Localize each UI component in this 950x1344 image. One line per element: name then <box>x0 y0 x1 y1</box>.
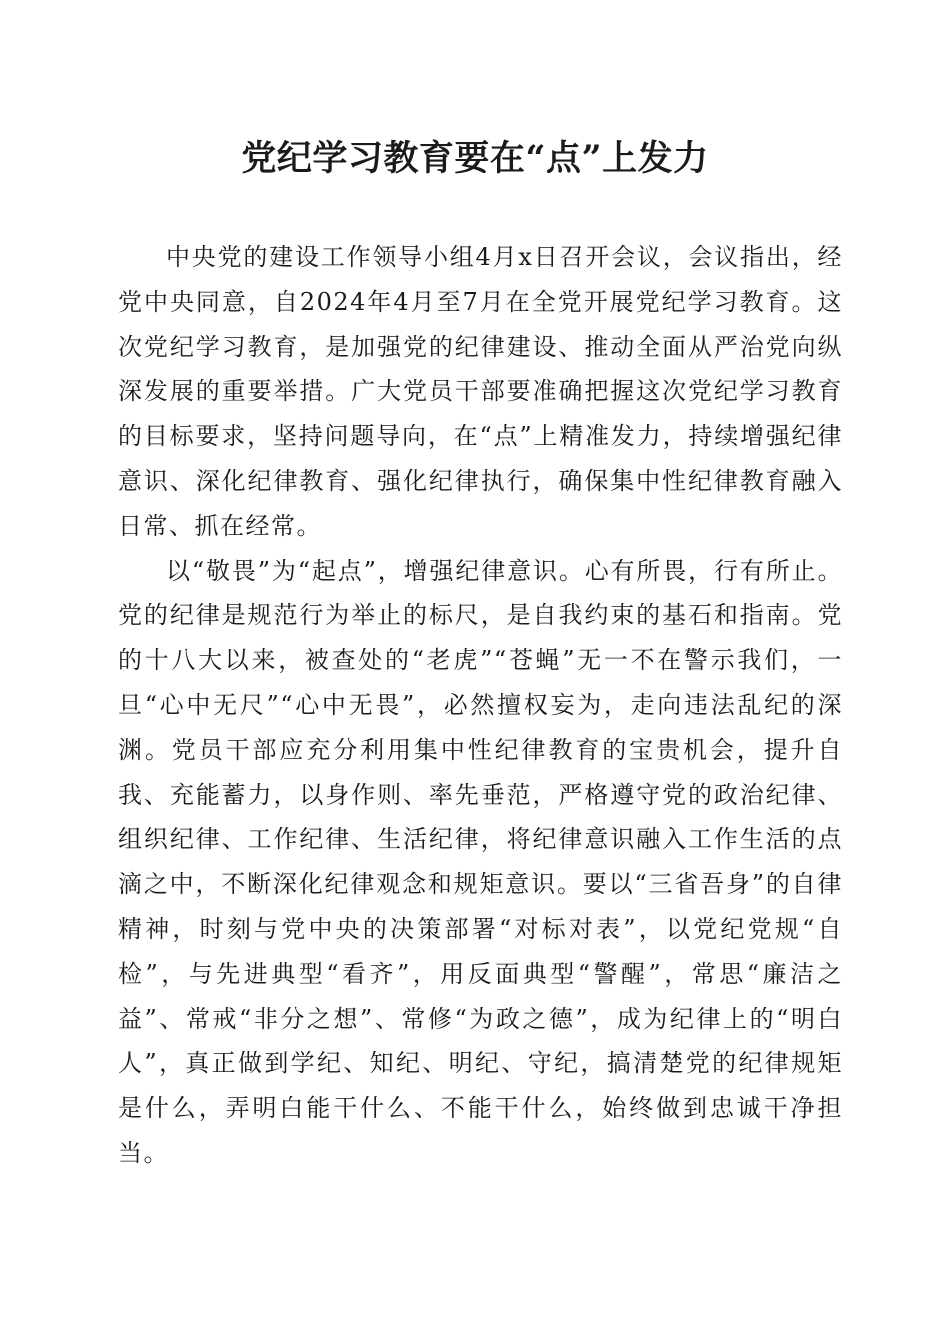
paragraph-awe-starting-point: 以“敬畏”为“起点”，增强纪律意识。心有所畏，行有所止。党的纪律是规范行为举止的标尺，是自我约束的基石和指南。党的十八大以来，被查处的“老虎”“苍蝇”无一不在警示我们，一旦“心中无尺”“心中无畏”，必然擅权妄为，走向违法乱纪的深渊。党员干部应充分利用集中性纪律教育的宝贵机会，提升自我、充能蓄力，以身作则、率先垂范，严格遵守党的政治纪律、组织纪律、工作纪律、生活纪律，将纪律意识融入工作生活的点滴之中，不断深化纪律观念和规矩意识。要以“三省吾身”的自律精神，时刻与党中央的决策部署“对标对表”，以党纪党规“自检”，与先进典型“看齐”，用反面典型“警醒”，常思“廉洁之益”、常戒“非分之想”、常修“为政之德”，成为纪律上的“明白人”，真正做到学纪、知纪、明纪、守纪，搞清楚党的纪律规矩是什么，弄明白能干什么、不能干什么，始终做到忠诚干净担当。 <box>118 556 843 1167</box>
document-body <box>118 235 843 1176</box>
document-title: 党纪学习教育要在“点”上发力 <box>241 138 709 179</box>
paragraph-intro: 中央党的建设工作领导小组4月x日召开会议，会议指出，经党中央同意，自2024年4月至7月在全党开展党纪学习教育。这次党纪学习教育，是加强党的纪律建设、推动全面从严治党向纵深发展的重要举措。广大党员干部要准确把握这次党纪学习教育的目标要求，坚持问题导向，在“点”上精准发力，持续增强纪律意识、深化纪律教育、强化纪律执行，确保集中性纪律教育融入日常、抓在经常。 <box>118 243 843 540</box>
